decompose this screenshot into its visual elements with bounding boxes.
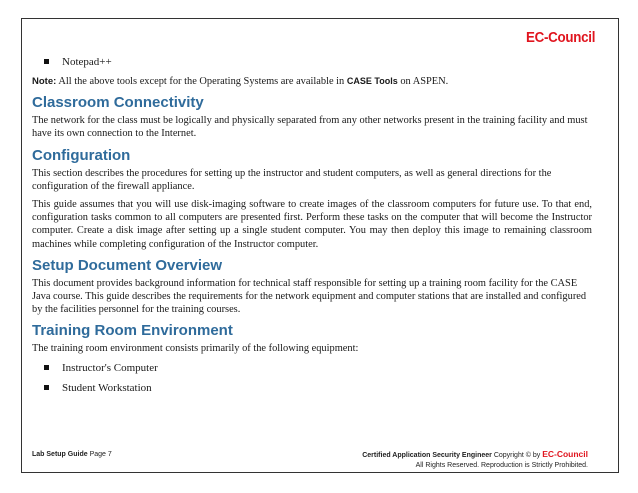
note-label: Note: bbox=[32, 76, 57, 87]
configuration-paragraph-2: This guide assumes that you will use disk-imaging software to create images of the classroom computers for future use. To that end, configuration tasks common to all computers are presented first. Perform these tasks on the computer that will become the Instructor computer. Create a disk image after setting up a single student computer. You may then deploy this image to remaining classroom machines while completing configuration of the Instructor computer. bbox=[32, 199, 592, 250]
note-text-after: on ASPEN. bbox=[400, 76, 449, 87]
list-item-text: Notepad++ bbox=[62, 56, 112, 68]
footer-rights: All Rights Reserved. Reproduction is Strictly Prohibited. bbox=[415, 462, 588, 469]
list-item bbox=[32, 361, 592, 375]
footer-certification-title: Certified Application Security Engineer bbox=[362, 452, 492, 459]
section-heading-configuration: Configuration bbox=[32, 146, 131, 164]
footer-left bbox=[32, 451, 112, 458]
list-item bbox=[32, 55, 592, 69]
section-heading-setup-overview: Setup Document Overview bbox=[32, 256, 223, 274]
square-bullet-icon bbox=[44, 385, 49, 390]
classroom-connectivity-paragraph: The network for the class must be logically and physically separated from any other networks present in the training facility and must have its own connection to the Internet. bbox=[32, 115, 588, 140]
list-item-text: Instructor's Computer bbox=[62, 361, 158, 374]
footer-ec-council-logo: EC-Council bbox=[542, 449, 588, 459]
footer-page-number: Page 7 bbox=[89, 451, 112, 458]
setup-overview-paragraph: This document provides background information for technical staff responsible for setting up a training room facility for the CASE Java course. This guide describes the requirements for the network equipment and computer stations that are installed and configured by the facilities personnel for the training courses. bbox=[32, 277, 587, 316]
section-heading-classroom-connectivity: Classroom Connectivity bbox=[32, 94, 204, 112]
footer-guide-title: Lab Setup Guide bbox=[32, 451, 88, 458]
footer-copyright-text: Copyright © by bbox=[493, 452, 541, 459]
training-room-paragraph: The training room environment consists primarily of the following equipment: bbox=[32, 343, 359, 355]
configuration-paragraph-1: This section describes the procedures for setting up the instructor and student computers, as well as general directions for the configuration of the firewall appliance. bbox=[32, 167, 552, 192]
footer-right bbox=[362, 449, 588, 471]
square-bullet-icon bbox=[44, 365, 49, 370]
note-paragraph bbox=[32, 75, 592, 88]
list-item bbox=[32, 381, 592, 395]
case-tools-label: CASE Tools bbox=[346, 76, 398, 86]
list-item-text: Student Workstation bbox=[62, 381, 152, 394]
section-heading-training-room: Training Room Environment bbox=[32, 322, 233, 340]
footer-copyright-line bbox=[362, 449, 588, 461]
note-text-before: All the above tools except for the Operating Systems are available in bbox=[58, 76, 345, 87]
square-bullet-icon bbox=[44, 59, 49, 64]
ec-council-logo: EC-Council bbox=[525, 30, 595, 46]
page-content bbox=[32, 55, 592, 401]
